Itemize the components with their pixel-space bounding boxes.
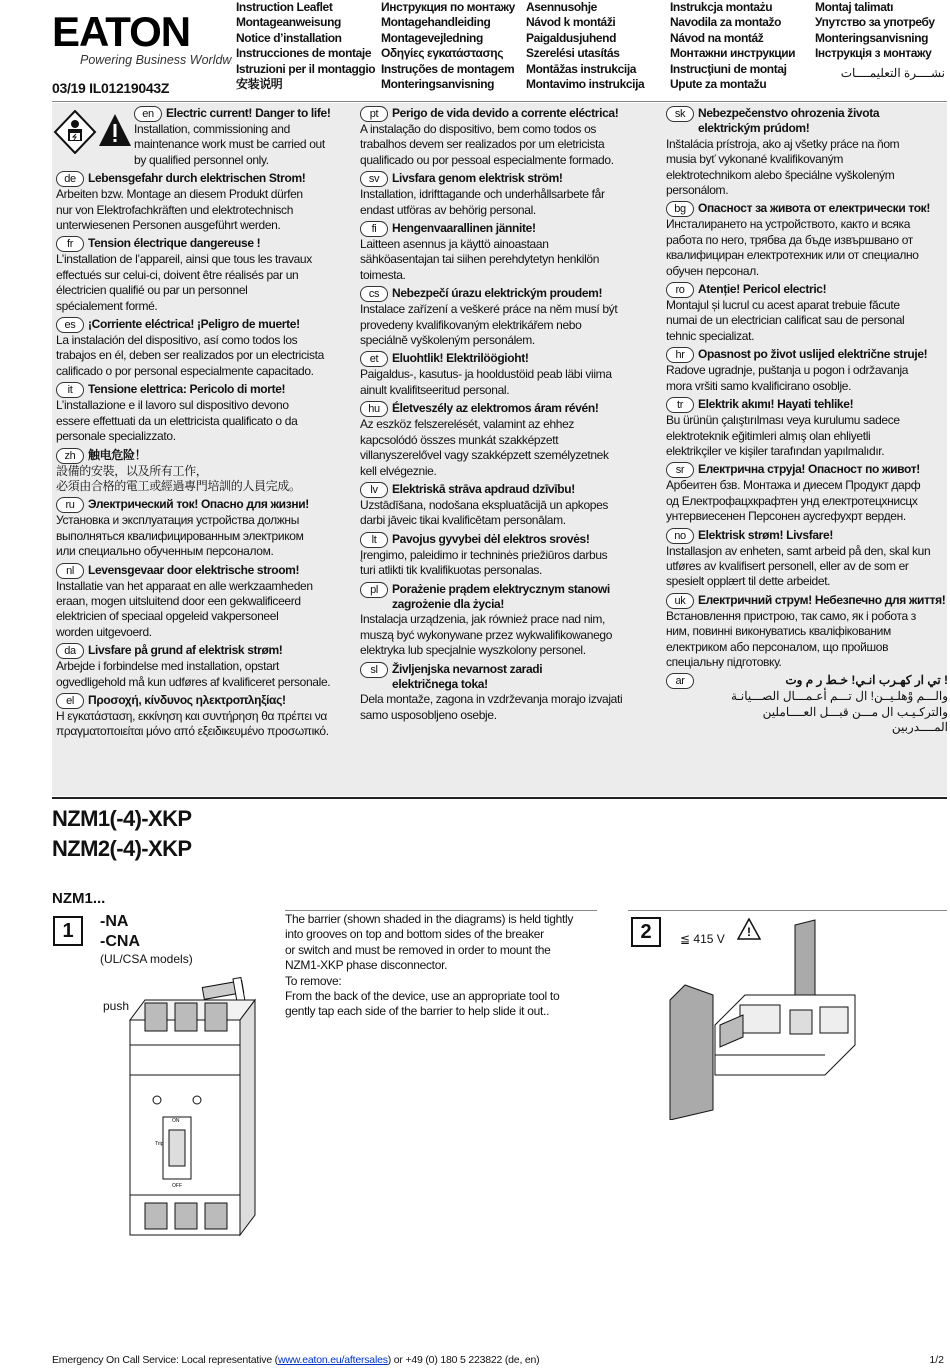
warning-title: Eluohtlik! Elektrilöögioht! [392, 351, 529, 366]
language-code-badge: en [134, 106, 162, 122]
warning-title: Livsfare på grund af elektrisk strøm! [88, 643, 283, 658]
language-code-badge: nl [56, 563, 84, 579]
warning-entry-hr [666, 347, 948, 394]
on-label: ON [172, 1118, 180, 1124]
language-code-badge: tr [666, 397, 694, 413]
page-number: 1/2 [929, 1354, 944, 1366]
language-code-badge: uk [666, 593, 694, 609]
header-titles-col1 [236, 0, 375, 92]
header-title: Οδηγίες εγκατάστασης [381, 46, 504, 61]
language-code-badge: pl [360, 582, 388, 598]
variant-labels: -NA -CNA [100, 913, 140, 950]
warning-entry-lt [360, 532, 650, 579]
warning-title: ¡Corriente eléctrica! ¡Peligro de muerte! [88, 317, 300, 332]
warning-text: Instalacja urządzenia, jak również prace nad nim, muszą być wykonywane przez wykwalifikowanego elektryka lub specjalnie wyszkolony personel. [360, 612, 613, 658]
warnings-column-3 [666, 106, 948, 739]
warning-entry-uk [666, 593, 948, 671]
warning-entry-bg [666, 201, 948, 279]
footer-emergency [52, 1354, 539, 1366]
warning-entry-en [56, 106, 346, 168]
header-title: Montāžas instrukcija [526, 61, 637, 76]
warning-entry-sr [666, 462, 948, 524]
header-title: Szerelési utasítás [526, 46, 620, 61]
language-code-badge: es [56, 317, 84, 333]
warning-title: Электрический ток! Опасно для жизни! [88, 497, 309, 512]
header-title: Інструкція з монтажу [815, 46, 932, 61]
header-title: Monteringsanvisning [381, 76, 495, 91]
warning-title: 触电危险！ [88, 447, 147, 462]
warnings-column-1 [56, 106, 346, 743]
language-code-badge: cs [360, 286, 388, 302]
warning-text: Inštalácia prístroja, ako aj všetky práce na ňom musia byť vykonané kvalifikovaným elektrotechnikom alebo špeciálne vyškoleným personálom. [666, 136, 900, 198]
header-title: Montagevejledning [381, 30, 483, 45]
header-title: Navodila za montažo [670, 15, 782, 30]
off-label: OFF [172, 1183, 182, 1189]
header-title: Montaj talimatı [815, 0, 894, 14]
header-title: Asennusohje [526, 0, 597, 14]
warning-title: Tension électrique dangereuse ! [88, 236, 261, 251]
warning-text: Įrengimo, paleidimo ir techninės priežiūros darbus turi atlikti tik kvalifikuotas personalas. [360, 547, 608, 578]
header-title: Monteringsanvisning [815, 30, 929, 45]
warning-text: 設備的安裝，以及所有工作， 必須由合格的電工或經過專門培訓的人員完成。 [56, 463, 301, 493]
warning-text: Арбеитен бзв. Монтажа и диесем Продукт дарф од Електрофацхкрафтен унд електротецхнисцх унтервиесенен Персонен аусгефухрт верден. [666, 478, 921, 524]
language-code-badge: bg [666, 201, 694, 217]
language-code-badge: sr [666, 462, 694, 478]
language-code-badge: sv [360, 171, 388, 187]
warning-entry-sv [360, 171, 650, 218]
warning-text: Arbeiten bzw. Montage an diesem Produkt dürfen nur von Elektrofachkräften und elektrotechnisch unterwiesenen Personen ausgeführt werden. [56, 187, 303, 233]
language-code-badge: da [56, 643, 84, 659]
language-code-badge: no [666, 528, 694, 544]
language-code-badge: ru [56, 497, 84, 513]
footer-prefix: Emergency On Call Service: Local representative ( [52, 1354, 278, 1366]
warning-text: L’installazione e il lavoro sul dispositivo devono essere effettuati da un elettricista qualificato o da personale specializzato. [56, 398, 298, 444]
language-code-badge: hr [666, 347, 694, 363]
warning-title: Опасност за живота от електрически ток! [698, 201, 930, 216]
warning-title: Προσοχή, κίνδυνος ηλεκτροπληξίας! [88, 692, 286, 707]
language-code-badge: fi [360, 221, 388, 237]
header-title: Montageanweisung [236, 15, 341, 30]
language-code-badge: hu [360, 401, 388, 417]
warning-text: Установка и эксплуатация устройства должны выполняться квалифицированным электриком или специально обученным персоналом. [56, 513, 304, 559]
warning-entry-ru [56, 497, 346, 559]
warning-title: Nebezpečenstvo ohrozenia života elektrickým prúdom! [698, 106, 880, 136]
warning-entry-ar [666, 673, 948, 735]
warning-text: Installation, idrifttagande och underhållsarbete får endast utföras av behörig personal. [360, 187, 605, 217]
header-title: Istruzioni per il montaggio [236, 61, 376, 76]
model-title-1: NZM1(-4)-XKP [52, 806, 192, 831]
warning-entry-ro [666, 282, 948, 344]
language-code-badge: ro [666, 282, 694, 298]
aftersales-link[interactable]: www.eaton.eu/aftersales [277, 1354, 388, 1366]
warning-text: Laitteen asennus ja käyttö ainoastaan sähköasentajan tai siihen perehdytetyn henkilön toimesta. [360, 237, 600, 282]
warning-title: Életveszély az elektromos áram révén! [392, 401, 599, 416]
header-titles-col4 [670, 0, 795, 92]
step-2-rule [628, 910, 947, 911]
header-titles-col3 [526, 0, 644, 92]
barrier-diagram [665, 915, 865, 1120]
language-code-badge: lv [360, 482, 388, 498]
warning-entry-sk [666, 106, 948, 198]
warning-entry-da [56, 643, 346, 690]
header-title: Návod na montáž [670, 30, 764, 45]
document-number: 03/19 IL01219043Z [52, 80, 170, 96]
warning-text: L’installation de l’appareil, ainsi que tous les travaux effectués sur celui-ci, doivent être réalisés par un électricien qualifié ou par un personnel spécialement formé. [56, 252, 312, 313]
step-1-rule [285, 910, 597, 911]
warning-title: Електричний струм! Небезпечно для життя! [698, 592, 946, 607]
warning-title: ! تي ار كهـرب انـي! خـط ر م وت [785, 673, 948, 688]
header-title: Инструкция по монтажу [381, 0, 515, 14]
hammer-tool-icon [202, 977, 245, 1002]
product-family-label: NZM1... [52, 890, 106, 907]
language-code-badge: de [56, 171, 84, 187]
warning-text: Az eszköz felszerelését, valamint az ehhez kapcsolódó összes munkát szakképzett villanyszerelővel vagy szakképzett személyzetnek kell elvégeznie. [360, 417, 609, 478]
language-code-badge: fr [56, 236, 84, 252]
warning-text: Инсталирането на устройството, както и всяка работа по него, трябва да бъде извършвано от квалифициран електротехник или от специално обучен персонал. [666, 217, 919, 278]
logo-tagline: Powering Business Worldwide [80, 53, 232, 67]
warning-entry-tr [666, 397, 948, 459]
header-title: Upute za montažu [670, 76, 767, 91]
warning-entry-pl [360, 582, 650, 659]
footer-suffix: ) or +49 (0) 180 5 223822 (de, en) [387, 1354, 540, 1366]
warning-text: Uzstādīšana, nodošana ekspluatācijā un apkopes darbi jāveic tikai kvalificētam personālam. [360, 497, 609, 528]
language-code-badge: el [56, 693, 84, 709]
header-title: Монтажни инструкции [670, 46, 796, 61]
warning-text: Bu ürünün çalıştırılması veya kurulumu sadece elektroteknik eğitimleri almış olan ehliyetli elektrikçiler ve kişiler tarafından yapılmalıdır. [666, 413, 900, 458]
header-title: Упутство за употребу [815, 15, 935, 30]
warning-title: Електрична струја! Опасност по живот! [698, 462, 920, 477]
warning-title: Atenție! Pericol electric! [698, 282, 827, 297]
warning-entry-es [56, 317, 346, 379]
header-title: Paigaldusjuhend [526, 30, 617, 45]
language-code-badge: it [56, 382, 84, 398]
header-title: Montagehandleiding [381, 15, 491, 30]
warning-entry-fi [360, 221, 650, 283]
voltage-label: ≦ 415 V [680, 932, 725, 946]
warning-text: والـــم وْهلـيــن! ال تـــم أعـمـــال الصـــيانـة والتركـيـب ال مـــن قبـــل العــــاملين المــــدربين [730, 689, 948, 735]
warning-title: Electric current! Danger to life! [166, 106, 331, 120]
warning-text: Arbejde i forbindelse med installation, opstart ogvedligehold må kun udføres af kvalificeret personale. [56, 659, 331, 689]
header-title: Instrucciones de montaje [236, 46, 372, 61]
warning-entry-lv [360, 482, 650, 529]
warnings-column-2 [360, 106, 650, 726]
header-title: Instruction Leaflet [236, 0, 333, 14]
warning-entry-et [360, 351, 650, 398]
warning-text: Installasjon av enheten, samt arbeid på den, skal kun utføres av kvalifisert personell, eller av de som er spesielt opplært til dette arbeidet. [666, 543, 931, 589]
warning-text: Installatie van het apparaat en alle werkzaamheden eraan, mogen uitsluitend door een gekwalificeerd elektricien of speciaal opgeleid vakpersoneel worden uitgevoerd. [56, 578, 313, 639]
logo-wordmark: EATON [52, 10, 191, 55]
header-title: 安装说明 [236, 76, 283, 91]
language-code-badge: sk [666, 106, 694, 122]
warning-text: Installation, commissioning and maintenance work must be carried out by qualified personnel only. [134, 122, 325, 167]
warning-title: Življenjska nevarnost zaradi električnega toka! [392, 661, 543, 691]
eaton-logo [52, 10, 232, 70]
warning-entry-fr [56, 236, 346, 314]
header-title: Návod k montáži [526, 15, 616, 30]
header-title: Instrukcja montażu [670, 0, 773, 14]
warning-symbol: ! [747, 925, 751, 939]
header-title: Instruções de montagem [381, 61, 515, 76]
trip-label: Trip [155, 1141, 164, 1147]
header-title: Notice d’installation [236, 30, 342, 45]
warning-title: Perigo de vida devido a corrente eléctrica! [392, 106, 619, 120]
warning-text: Instalace zařízení a veškeré práce na něm musí být provedeny kvalifikovaným elektrikářem nebo speciálně vyškoleným personálem. [360, 302, 618, 348]
warning-title: Nebezpečí úrazu elektrickým proudem! [392, 286, 603, 301]
header-divider [52, 101, 947, 102]
warning-entry-no [666, 528, 948, 590]
header-titles-col5 [815, 0, 945, 81]
warning-title: Pavojus gyvybei dėl elektros srovės! [392, 531, 590, 546]
language-code-badge: sl [360, 662, 388, 678]
language-code-badge: zh [56, 448, 84, 464]
warning-entry-zh [56, 448, 346, 495]
warning-text: Встановлення пристрою, так само, як і робота з ним, повинні виконуватись кваліфікованим електриком або персоналом, що пройшов спеціальну підготовку. [666, 608, 916, 669]
warning-entry-nl [56, 563, 346, 641]
warning-text: Η εγκατάσταση, εκκίνηση και συντήρηση θα πρέπει να πραγματοποιείται μόνο από εξειδικευμένο προσωπικό. [56, 708, 329, 739]
step-2-number: 2 [631, 917, 661, 947]
step-1-number: 1 [53, 916, 83, 946]
breaker-diagram [125, 975, 275, 1240]
warning-text: Paigaldus-, kasutus- ja hooldustöid peab läbi viima ainult kvalifitseeritud personal. [360, 367, 612, 397]
warning-text: A instalação do dispositivo, bem como todos os trabalhos devem ser realizados por um eletricista qualificado ou por pessoal especialmente formado. [360, 122, 614, 167]
warning-title: Tensione elettrica: Pericolo di morte! [88, 382, 286, 397]
header-title: Instrucţiuni de montaj [670, 61, 787, 76]
model-title-2: NZM2(-4)-XKP [52, 836, 192, 861]
warning-entry-el [56, 693, 346, 740]
warning-title: Livsfara genom elektrisk ström! [392, 171, 563, 186]
header-titles-col2 [381, 0, 515, 92]
warning-entry-hu [360, 401, 650, 479]
step-1-instructions: The barrier (shown shaded in the diagrams) is held tightly into grooves on top and bottom sides of the breaker or switch and must be removed in order to mount the NZM1-XKP phase disconnector. To remove: From the back of the device, use an appropriate tool to gently tap each side of the barrier to help slide it out.. [285, 912, 574, 1019]
header-title: نشــــرة التعليمــــات [840, 65, 945, 80]
warning-entry-pt [360, 106, 650, 168]
push-label: push [103, 999, 130, 1013]
warning-title: Levensgevaar door elektrische stroom! [88, 562, 300, 577]
warning-text: Montajul și lucrul cu acest aparat trebuie făcute numai de un electrician calificat sau de personal tehnic specializat. [666, 298, 905, 343]
warning-title: Porażenie prądem elektrycznym stanowi zagrożenie dla życia! [392, 581, 610, 611]
warning-entry-sl [360, 662, 650, 724]
warning-entry-de [56, 171, 346, 233]
warning-entry-it [56, 382, 346, 444]
header-title: Montavimo instrukcija [526, 76, 645, 91]
warning-text: Dela montaže, zagona in vzdrževanja morajo izvajati samo usposobljeno osebje. [360, 692, 623, 722]
ul-csa-note: (UL/CSA models) [100, 952, 193, 966]
warning-title: Opasnost po život uslijed električne struje! [698, 347, 928, 362]
warning-title: Elektrisk strøm! Livsfare! [698, 527, 833, 542]
warning-entry-cs [360, 286, 650, 348]
warning-title: Lebensgefahr durch elektrischen Strom! [88, 171, 306, 186]
warning-text: La instalación del dispositivo, así como todos los trabajos en él, deben ser realizados por un electricista calificado o por personal especialmente capacitado. [56, 333, 324, 378]
warning-title: Elektrik akımı! Hayati tehlike! [698, 397, 854, 412]
language-code-badge: pt [360, 106, 388, 122]
language-code-badge: et [360, 351, 388, 367]
language-code-badge: ar [666, 673, 694, 689]
warning-title: Hengenvaarallinen jännite! [392, 221, 536, 236]
warning-text: Radove ugradnje, puštanja u pogon i održavanja mora vršiti samo kvalificirano osoblje. [666, 363, 909, 393]
section-divider [52, 797, 947, 799]
language-code-badge: lt [360, 532, 388, 548]
warning-title: Elektriskā strāva apdraud dzīvību! [392, 481, 575, 496]
